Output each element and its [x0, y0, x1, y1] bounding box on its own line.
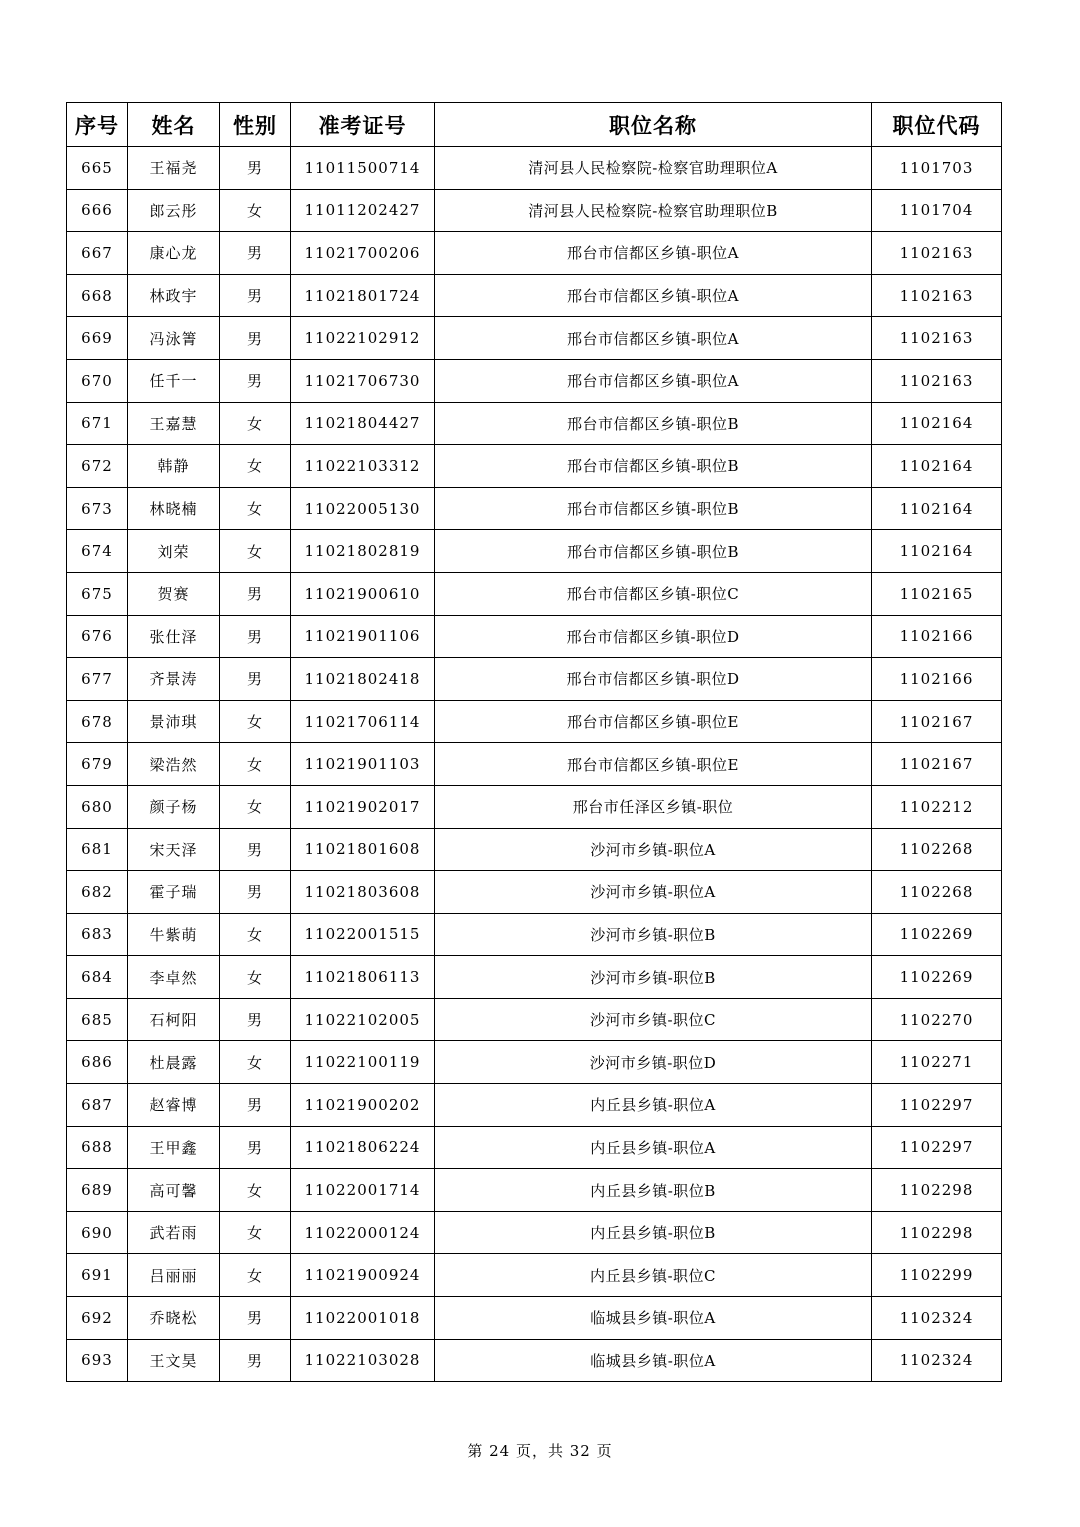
- cell-name: 贺赛: [128, 572, 220, 615]
- cell-gender: 女: [220, 189, 291, 232]
- cell-name: 颜子杨: [128, 785, 220, 828]
- table-row: [67, 828, 1002, 871]
- cell-gender: 男: [220, 1084, 291, 1127]
- header-position-code: 职位代码: [872, 103, 1002, 147]
- table-row: [67, 317, 1002, 360]
- cell-position-code: 1102164: [872, 487, 1002, 530]
- cell-ticket-number: 11021900924: [291, 1254, 435, 1297]
- cell-gender: 男: [220, 572, 291, 615]
- cell-name: 霍子瑞: [128, 871, 220, 914]
- header-index: 序号: [67, 103, 128, 147]
- cell-ticket-number: 11021700206: [291, 232, 435, 275]
- cell-gender: 女: [220, 402, 291, 445]
- table-row: [67, 913, 1002, 956]
- table-row: [67, 1297, 1002, 1340]
- cell-position-code: 1102163: [872, 317, 1002, 360]
- cell-position-name: 邢台市信都区乡镇-职位E: [435, 743, 872, 786]
- cell-index: 690: [67, 1211, 128, 1254]
- table-row: [67, 1169, 1002, 1212]
- cell-gender: 男: [220, 828, 291, 871]
- cell-gender: 女: [220, 956, 291, 999]
- cell-position-name: 邢台市信都区乡镇-职位A: [435, 359, 872, 402]
- cell-name: 任千一: [128, 359, 220, 402]
- cell-index: 692: [67, 1297, 128, 1340]
- cell-position-code: 1102271: [872, 1041, 1002, 1084]
- cell-name: 高可馨: [128, 1169, 220, 1212]
- cell-gender: 女: [220, 487, 291, 530]
- cell-position-name: 邢台市信都区乡镇-职位A: [435, 274, 872, 317]
- cell-ticket-number: 11022103028: [291, 1339, 435, 1382]
- cell-gender: 男: [220, 1126, 291, 1169]
- cell-position-name: 沙河市乡镇-职位B: [435, 956, 872, 999]
- cell-position-code: 1102268: [872, 871, 1002, 914]
- cell-gender: 男: [220, 274, 291, 317]
- table-body: [67, 147, 1002, 1382]
- table-row: [67, 785, 1002, 828]
- cell-ticket-number: 11021706730: [291, 359, 435, 402]
- table-row: [67, 1041, 1002, 1084]
- cell-ticket-number: 11021806224: [291, 1126, 435, 1169]
- cell-gender: 男: [220, 871, 291, 914]
- table-header: [67, 103, 1002, 147]
- cell-gender: 女: [220, 743, 291, 786]
- cell-name: 林政宇: [128, 274, 220, 317]
- cell-position-name: 内丘县乡镇-职位A: [435, 1084, 872, 1127]
- cell-position-code: 1102298: [872, 1211, 1002, 1254]
- cell-index: 687: [67, 1084, 128, 1127]
- cell-position-name: 清河县人民检察院-检察官助理职位B: [435, 189, 872, 232]
- table-row: [67, 530, 1002, 573]
- cell-gender: 女: [220, 530, 291, 573]
- table-row: [67, 359, 1002, 402]
- table-row: [67, 274, 1002, 317]
- cell-gender: 男: [220, 317, 291, 360]
- cell-name: 宋天泽: [128, 828, 220, 871]
- cell-position-name: 沙河市乡镇-职位A: [435, 871, 872, 914]
- cell-ticket-number: 11022102005: [291, 998, 435, 1041]
- cell-position-code: 1102164: [872, 402, 1002, 445]
- cell-position-name: 内丘县乡镇-职位C: [435, 1254, 872, 1297]
- cell-ticket-number: 11022005130: [291, 487, 435, 530]
- table-row: [67, 871, 1002, 914]
- cell-position-code: 1102167: [872, 700, 1002, 743]
- header-gender: 性别: [220, 103, 291, 147]
- cell-position-code: 1102297: [872, 1084, 1002, 1127]
- table-row: [67, 1254, 1002, 1297]
- cell-position-code: 1102297: [872, 1126, 1002, 1169]
- cell-index: 669: [67, 317, 128, 360]
- cell-position-code: 1102324: [872, 1297, 1002, 1340]
- cell-gender: 男: [220, 1297, 291, 1340]
- cell-name: 王嘉慧: [128, 402, 220, 445]
- cell-position-name: 临城县乡镇-职位A: [435, 1297, 872, 1340]
- cell-position-code: 1102324: [872, 1339, 1002, 1382]
- cell-gender: 男: [220, 147, 291, 190]
- cell-gender: 女: [220, 1041, 291, 1084]
- cell-name: 景沛琪: [128, 700, 220, 743]
- cell-index: 678: [67, 700, 128, 743]
- cell-name: 李卓然: [128, 956, 220, 999]
- cell-index: 680: [67, 785, 128, 828]
- cell-ticket-number: 11021900202: [291, 1084, 435, 1127]
- cell-index: 667: [67, 232, 128, 275]
- header-position-name: 职位名称: [435, 103, 872, 147]
- cell-name: 武若雨: [128, 1211, 220, 1254]
- header-ticket-number: 准考证号: [291, 103, 435, 147]
- cell-gender: 男: [220, 232, 291, 275]
- cell-index: 672: [67, 445, 128, 488]
- cell-index: 693: [67, 1339, 128, 1382]
- cell-position-code: 1102163: [872, 232, 1002, 275]
- cell-position-name: 内丘县乡镇-职位A: [435, 1126, 872, 1169]
- cell-ticket-number: 11022100119: [291, 1041, 435, 1084]
- cell-position-code: 1102166: [872, 615, 1002, 658]
- cell-index: 682: [67, 871, 128, 914]
- cell-position-code: 1102164: [872, 445, 1002, 488]
- cell-position-code: 1102269: [872, 956, 1002, 999]
- cell-gender: 男: [220, 615, 291, 658]
- cell-name: 刘荣: [128, 530, 220, 573]
- cell-ticket-number: 11021801608: [291, 828, 435, 871]
- table-row: [67, 189, 1002, 232]
- cell-name: 石柯阳: [128, 998, 220, 1041]
- cell-position-code: 1102167: [872, 743, 1002, 786]
- cell-ticket-number: 11022001714: [291, 1169, 435, 1212]
- cell-index: 665: [67, 147, 128, 190]
- cell-ticket-number: 11021804427: [291, 402, 435, 445]
- cell-name: 王文昊: [128, 1339, 220, 1382]
- cell-ticket-number: 11022001515: [291, 913, 435, 956]
- table-row: [67, 147, 1002, 190]
- cell-index: 686: [67, 1041, 128, 1084]
- table-row: [67, 1126, 1002, 1169]
- cell-position-name: 沙河市乡镇-职位B: [435, 913, 872, 956]
- cell-position-name: 邢台市信都区乡镇-职位B: [435, 445, 872, 488]
- cell-position-code: 1102165: [872, 572, 1002, 615]
- cell-name: 王甲鑫: [128, 1126, 220, 1169]
- cell-position-code: 1102268: [872, 828, 1002, 871]
- cell-gender: 女: [220, 913, 291, 956]
- cell-gender: 男: [220, 998, 291, 1041]
- cell-ticket-number: 11021803608: [291, 871, 435, 914]
- cell-index: 689: [67, 1169, 128, 1212]
- cell-position-name: 清河县人民检察院-检察官助理职位A: [435, 147, 872, 190]
- cell-position-name: 邢台市任泽区乡镇-职位: [435, 785, 872, 828]
- cell-index: 668: [67, 274, 128, 317]
- cell-ticket-number: 11022102912: [291, 317, 435, 360]
- cell-name: 郎云彤: [128, 189, 220, 232]
- cell-gender: 女: [220, 1254, 291, 1297]
- cell-index: 673: [67, 487, 128, 530]
- cell-index: 684: [67, 956, 128, 999]
- table-row: [67, 658, 1002, 701]
- cell-position-name: 邢台市信都区乡镇-职位B: [435, 487, 872, 530]
- cell-name: 杜晨露: [128, 1041, 220, 1084]
- table-row: [67, 743, 1002, 786]
- cell-name: 冯泳箐: [128, 317, 220, 360]
- cell-position-name: 临城县乡镇-职位A: [435, 1339, 872, 1382]
- cell-index: 670: [67, 359, 128, 402]
- cell-ticket-number: 11021801724: [291, 274, 435, 317]
- cell-position-name: 邢台市信都区乡镇-职位B: [435, 402, 872, 445]
- cell-index: 679: [67, 743, 128, 786]
- cell-ticket-number: 11021901103: [291, 743, 435, 786]
- cell-name: 张仕泽: [128, 615, 220, 658]
- cell-index: 691: [67, 1254, 128, 1297]
- cell-index: 676: [67, 615, 128, 658]
- cell-position-name: 邢台市信都区乡镇-职位A: [435, 232, 872, 275]
- cell-index: 677: [67, 658, 128, 701]
- cell-ticket-number: 11022000124: [291, 1211, 435, 1254]
- cell-gender: 女: [220, 1211, 291, 1254]
- table-row: [67, 998, 1002, 1041]
- cell-ticket-number: 11011202427: [291, 189, 435, 232]
- cell-name: 康心龙: [128, 232, 220, 275]
- cell-gender: 女: [220, 1169, 291, 1212]
- table-row: [67, 700, 1002, 743]
- cell-position-code: 1102299: [872, 1254, 1002, 1297]
- cell-position-name: 沙河市乡镇-职位C: [435, 998, 872, 1041]
- cell-index: 674: [67, 530, 128, 573]
- cell-name: 韩静: [128, 445, 220, 488]
- cell-position-code: 1102163: [872, 359, 1002, 402]
- cell-ticket-number: 11021802418: [291, 658, 435, 701]
- cell-position-name: 邢台市信都区乡镇-职位D: [435, 615, 872, 658]
- table-row: [67, 232, 1002, 275]
- table-row: [67, 1084, 1002, 1127]
- cell-position-code: 1102164: [872, 530, 1002, 573]
- cell-position-name: 内丘县乡镇-职位B: [435, 1211, 872, 1254]
- cell-ticket-number: 11021902017: [291, 785, 435, 828]
- cell-name: 乔晓松: [128, 1297, 220, 1340]
- cell-index: 671: [67, 402, 128, 445]
- cell-position-name: 邢台市信都区乡镇-职位B: [435, 530, 872, 573]
- cell-ticket-number: 11021900610: [291, 572, 435, 615]
- admission-list-table: [66, 102, 1002, 1382]
- cell-index: 666: [67, 189, 128, 232]
- cell-gender: 女: [220, 785, 291, 828]
- cell-ticket-number: 11022103312: [291, 445, 435, 488]
- table-row: [67, 1339, 1002, 1382]
- cell-name: 牛紫萌: [128, 913, 220, 956]
- cell-position-code: 1101704: [872, 189, 1002, 232]
- cell-position-name: 邢台市信都区乡镇-职位D: [435, 658, 872, 701]
- cell-position-name: 沙河市乡镇-职位D: [435, 1041, 872, 1084]
- cell-gender: 男: [220, 658, 291, 701]
- cell-index: 675: [67, 572, 128, 615]
- cell-ticket-number: 11022001018: [291, 1297, 435, 1340]
- cell-position-name: 邢台市信都区乡镇-职位A: [435, 317, 872, 360]
- cell-name: 赵睿博: [128, 1084, 220, 1127]
- cell-gender: 男: [220, 1339, 291, 1382]
- cell-position-name: 邢台市信都区乡镇-职位C: [435, 572, 872, 615]
- table-row: [67, 615, 1002, 658]
- cell-index: 685: [67, 998, 128, 1041]
- page-number: 第 24 页，共 32 页: [467, 1442, 613, 1460]
- cell-name: 吕丽丽: [128, 1254, 220, 1297]
- cell-ticket-number: 11021806113: [291, 956, 435, 999]
- cell-ticket-number: 11021706114: [291, 700, 435, 743]
- cell-index: 681: [67, 828, 128, 871]
- table-row: [67, 445, 1002, 488]
- cell-ticket-number: 11021901106: [291, 615, 435, 658]
- header-row: [67, 103, 1002, 147]
- cell-position-name: 邢台市信都区乡镇-职位E: [435, 700, 872, 743]
- cell-position-code: 1102166: [872, 658, 1002, 701]
- cell-position-code: 1102270: [872, 998, 1002, 1041]
- cell-name: 齐景涛: [128, 658, 220, 701]
- cell-ticket-number: 11011500714: [291, 147, 435, 190]
- cell-position-code: 1102298: [872, 1169, 1002, 1212]
- table-row: [67, 402, 1002, 445]
- cell-position-code: 1101703: [872, 147, 1002, 190]
- cell-ticket-number: 11021802819: [291, 530, 435, 573]
- cell-position-code: 1102269: [872, 913, 1002, 956]
- cell-position-name: 内丘县乡镇-职位B: [435, 1169, 872, 1212]
- cell-name: 林晓楠: [128, 487, 220, 530]
- cell-gender: 女: [220, 700, 291, 743]
- cell-gender: 男: [220, 359, 291, 402]
- table-row: [67, 956, 1002, 999]
- cell-position-name: 沙河市乡镇-职位A: [435, 828, 872, 871]
- cell-index: 683: [67, 913, 128, 956]
- table-row: [67, 487, 1002, 530]
- cell-gender: 女: [220, 445, 291, 488]
- table-row: [67, 572, 1002, 615]
- table-row: [67, 1211, 1002, 1254]
- cell-name: 王福尧: [128, 147, 220, 190]
- cell-position-code: 1102163: [872, 274, 1002, 317]
- header-name: 姓名: [128, 103, 220, 147]
- cell-index: 688: [67, 1126, 128, 1169]
- cell-position-code: 1102212: [872, 785, 1002, 828]
- cell-name: 梁浩然: [128, 743, 220, 786]
